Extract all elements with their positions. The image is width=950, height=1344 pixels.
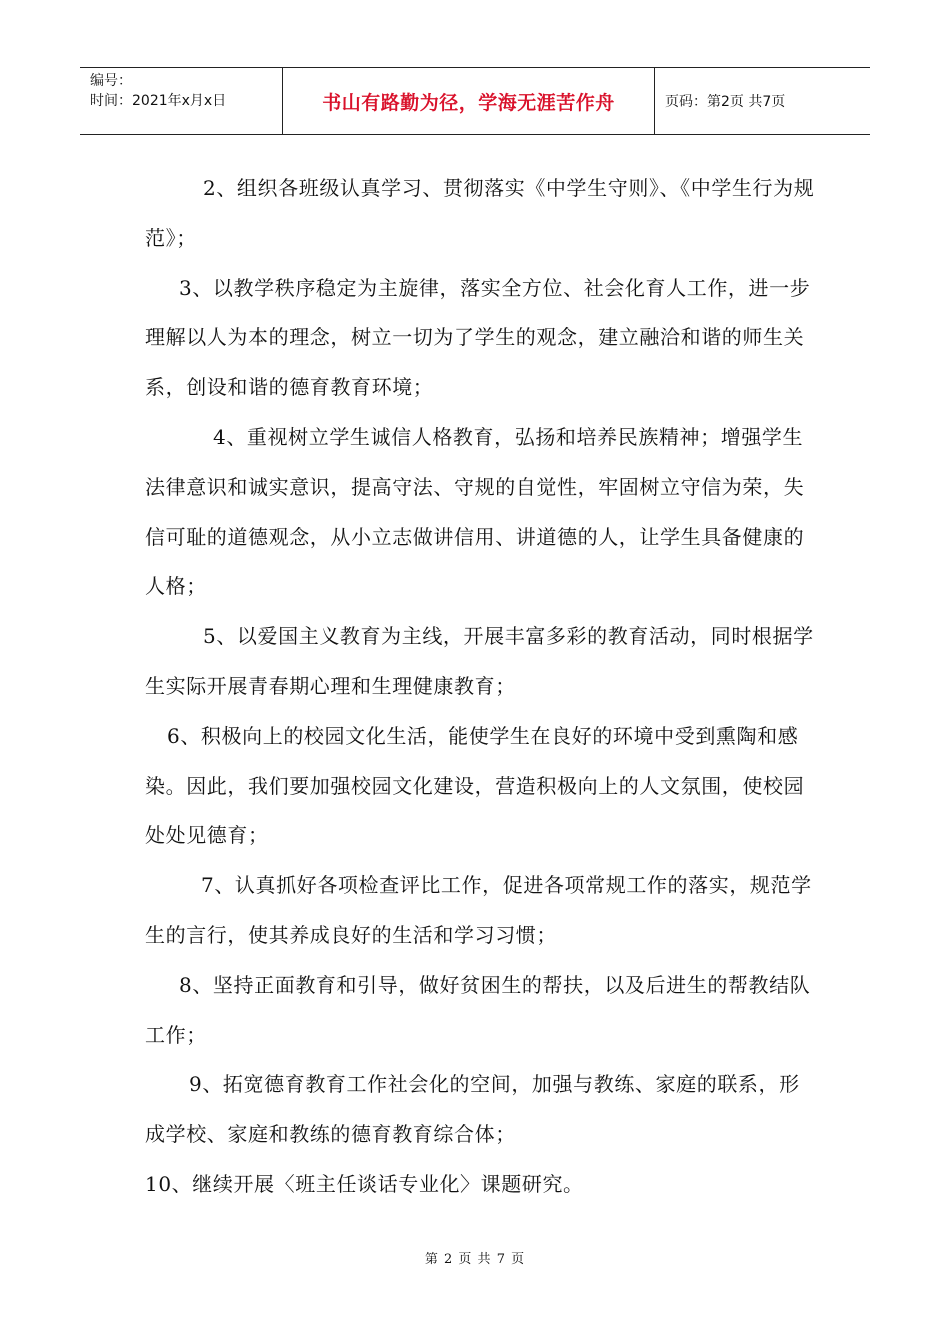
paragraph-item-2: 2、组织各班级认真学习、贯彻落实《中学生守则》、《中学生行为规范》； [145,176,815,250]
paragraph-item-4: 4、重视树立学生诚信人格教育，弘扬和培养民族精神；增强学生法律意识和诚实意识，提高守法、守规的自觉性，牢固树立守信为荣，失信可耻的道德观念，从小立志做讲信用、讲道德的人，让学生具备健康的人格； [145,424,805,599]
paragraph-item-7: 7、认真抓好各项检查评比工作，促进各项常规工作的落实，规范学生的言行，使其养成良好的生活和学习习惯； [145,873,812,947]
document-number-label: 编号： [90,73,132,89]
page-footer: 第 2 页 共 7 页 [424,1252,526,1267]
document-body [145,164,815,1210]
document-header [80,67,870,135]
header-motto: 书山有路勤为径，学海无涯苦作舟 [322,91,615,114]
paragraph-item-10: 10、继续开展〈班主任谈话专业化〉课题研究。 [145,1171,584,1196]
paragraph-item-9: 9、拓宽德育教育工作社会化的空间，加强与教练、家庭的联系，形成学校、家庭和教练的德育教育综合体； [145,1072,800,1147]
header-page-cell [655,68,870,134]
paragraph-item-5: 5、以爱国主义教育为主线，开展丰富多彩的教育活动，同时根据学生实际开展青春期心理和生理健康教育； [145,624,814,698]
header-page-info: 页码：第2页 共7页 [665,94,786,110]
header-meta-cell [80,68,283,134]
document-date: 时间：2021年x月x日 [90,93,227,109]
header-motto-cell [283,68,655,134]
paragraph-item-8: 8、坚持正面教育和引导，做好贫困生的帮扶，以及后进生的帮教结队工作； [145,972,811,1047]
paragraph-item-3: 3、以教学秩序稳定为主旋律，落实全方位、社会化育人工作，进一步理解以人为本的理念，树立一切为了学生的观念，建立融洽和谐的师生关系，创设和谐的德育教育环境； [145,275,811,400]
paragraph-item-6: 6、积极向上的校园文化生活，能使学生在良好的环境中受到熏陶和感染。因此，我们要加强校园文化建设，营造积极向上的人文氛围，使校园处处见德育； [145,723,805,848]
